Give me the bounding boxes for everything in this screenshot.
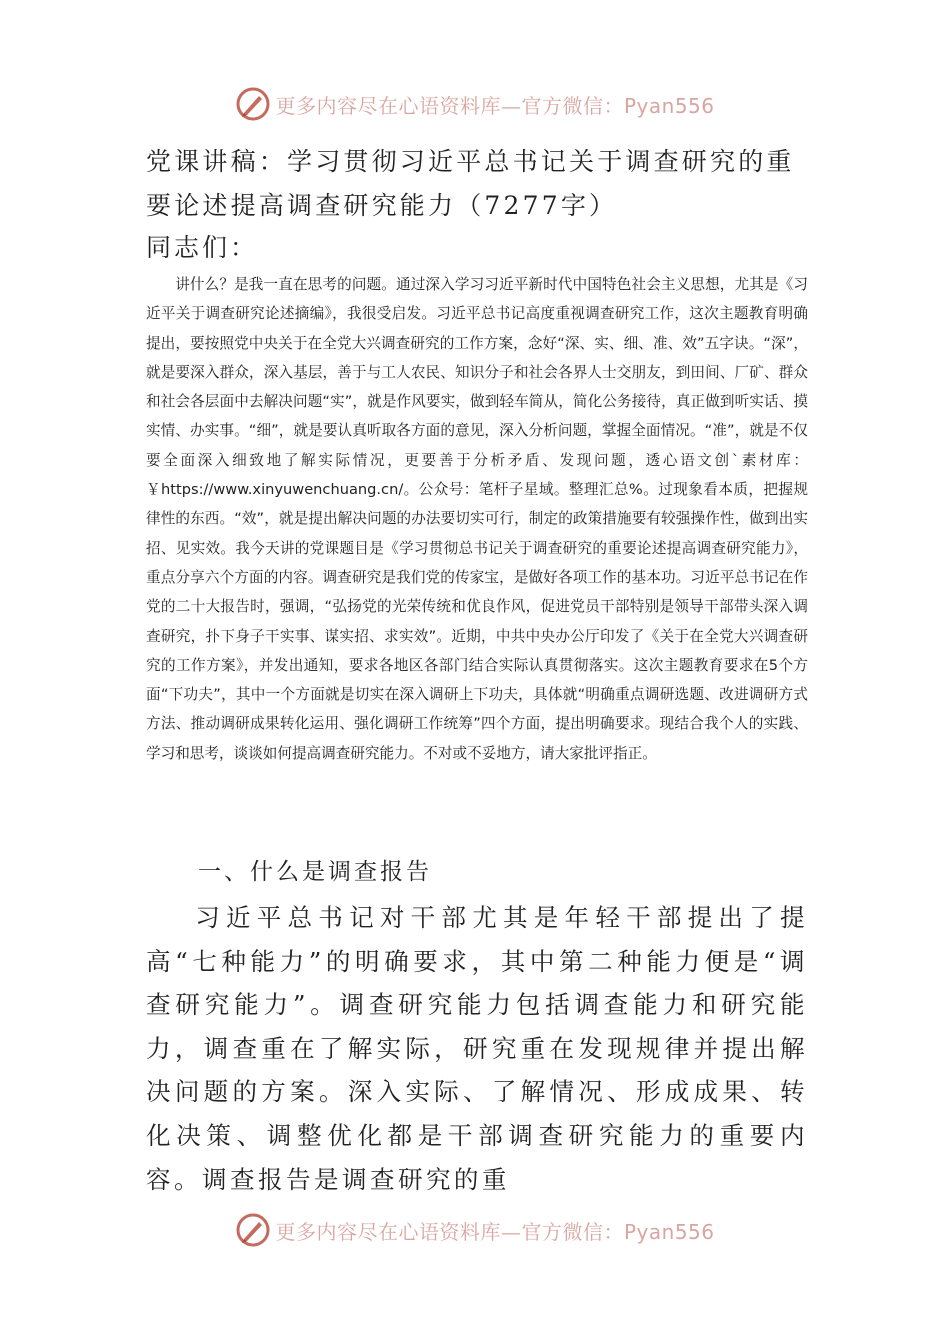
banner-text: 更多内容尽在心语资料库—官方微信：Pyan556 bbox=[275, 93, 715, 118]
header-watermark-banner bbox=[0, 84, 950, 124]
document-title: 党课讲稿：学习贯彻习近平总书记关于调查研究的重要论述提高调查研究能力（7277字） bbox=[146, 147, 795, 220]
greeting: 同志们： bbox=[146, 233, 259, 262]
section-heading: 一、什么是调查报告 bbox=[198, 859, 432, 885]
intro-paragraph: 讲什么？是我一直在思考的问题。通过深入学习习近平新时代中国特色社会主义思想，尤其是《习近平关于调查研究论述摘编》，我很受启发。习近平总书记高度重视调查研究工作，这次主题教育明确提出，要按照党中央关于在全党大兴调查研究的工作方案，念好“深、实、细、准、效”五字诀。“深”，就是要深入群众，深入基层，善于与工人农民、知识分子和社会各界人士交朋友，到田间、厂矿、群众和社会各层面中去解决问题“实”，就是作风要实，做到轻车简从，简化公务接待，真正做到听实话、摸实情、办实事。“细”，就是要认真听取各方面的意见，深入分析问题，掌握全面情况。“准”，就是不仅要全面深入细致地了解实际情况，更要善于分析矛盾、发现问题，透心语文创`素材库：￥https://www.xinyuwenchuang.cn/。公众号：笔杆子星域。整理汇总%。过现象看本质，把握规律性的东西。“效”，就是提出解决问题的办法要切实可行，制定的政策措施要有较强操作性，做到出实招、见实效。我今天讲的党课题目是《学习贯彻总书记关于调查研究的重要论述提高调查研究能力》，重点分享六个方面的内容。调查研究是我们党的传家宝，是做好各项工作的基本功。习近平总书记在作党的二十大报告时，强调，“弘扬党的光荣传统和优良作风，促进党员干部特别是领导干部带头深入调查研究，扑下身子干实事、谋实招、求实效”。近期，中共中央办公厅印发了《关于在全党大兴调查研究的工作方案》，并发出通知，要求各地区各部门结合实际认真贯彻落实。这次主题教育要求在5个方面“下功夫”，其中一个方面就是切实在深入调研上下功夫，具体就“明确重点调研选题、改进调研方式方法、推动调研成果转化运用、强化调研工作统筹”四个方面，提出明确要求。现结合我个人的实践、学习和思考，谈谈如何提高调查研究能力。不对或不妥地方，请大家批评指正。 bbox=[146, 276, 808, 762]
section-paragraph: 习近平总书记对干部尤其是年轻干部提出了提高“七种能力”的明确要求，其中第二种能力便是“调查研究能力”。调查研究能力包括调查能力和研究能力，调查重在了解实际，研究重在发现规律并提出解决问题的方案。深入实际、了解情况、形成成果、转化决策、调整优化都是干部调查研究能力的重要内容。调查报告是调查研究的重 bbox=[146, 903, 808, 1194]
footer-watermark-banner bbox=[0, 1210, 950, 1250]
banner-text: 更多内容尽在心语资料库—官方微信：Pyan556 bbox=[275, 1219, 715, 1244]
pen-circle-icon bbox=[235, 86, 271, 122]
pen-circle-icon bbox=[235, 1212, 271, 1248]
